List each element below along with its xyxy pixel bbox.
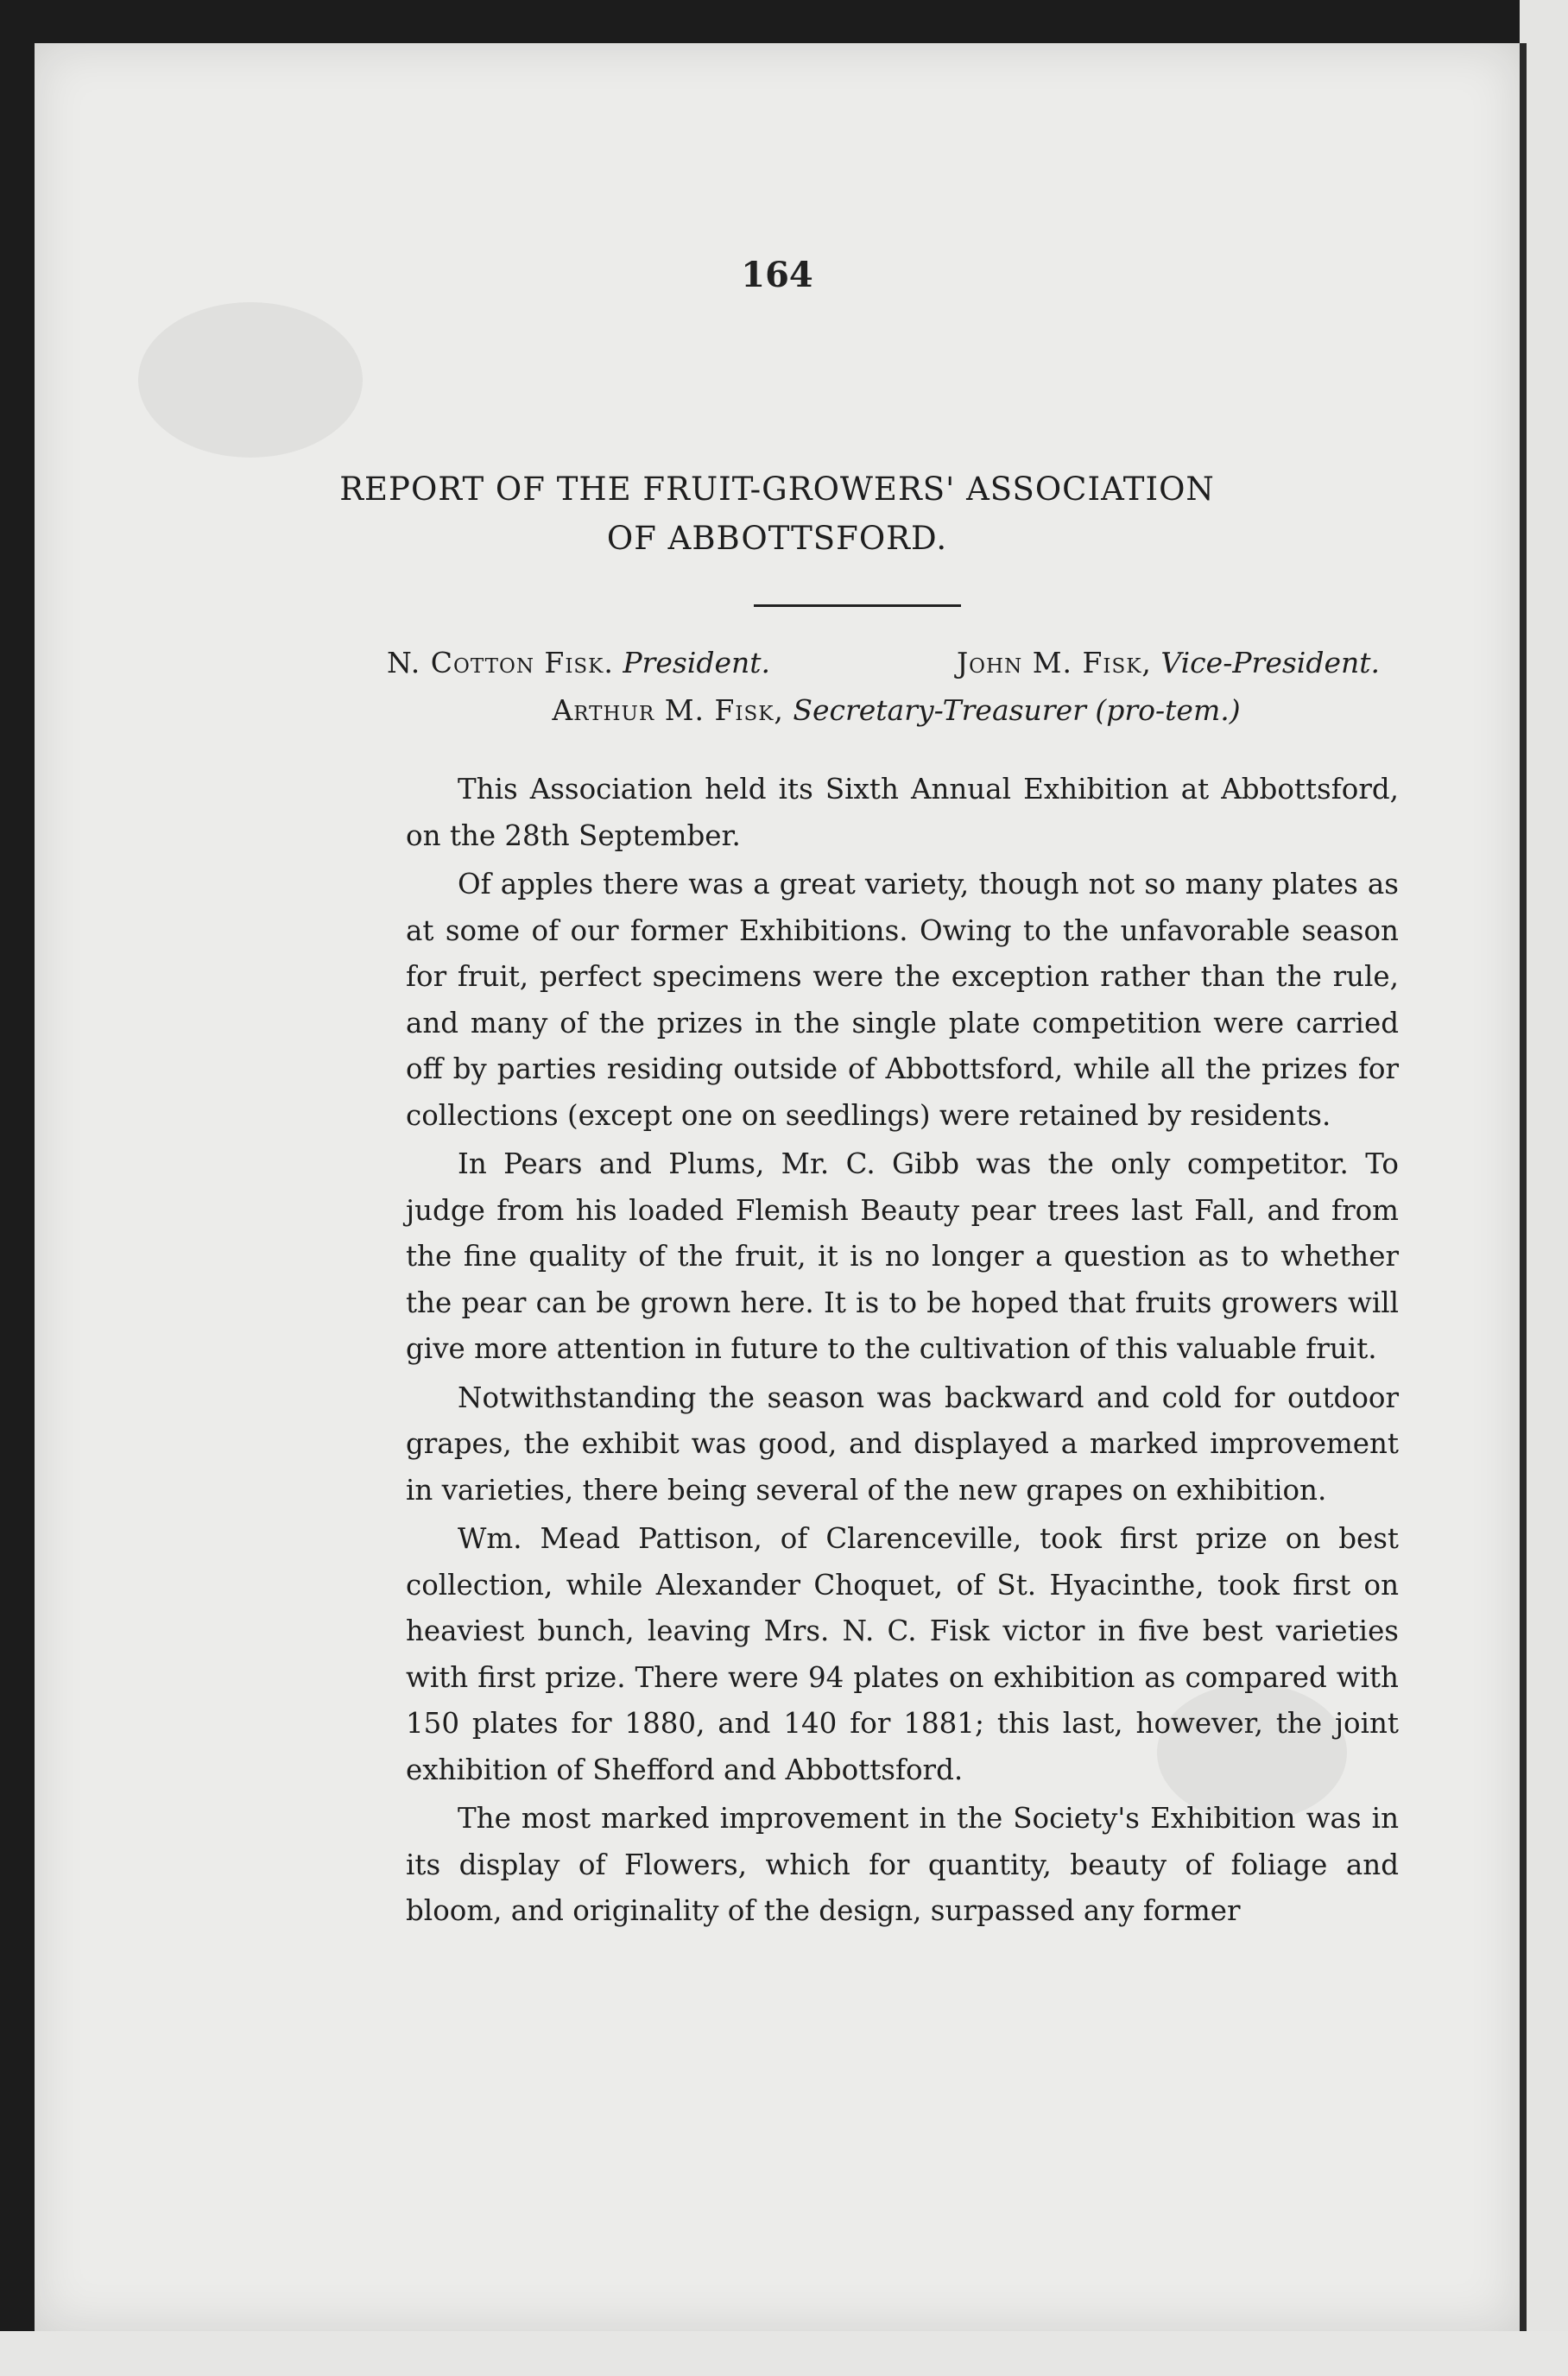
president-name: N. Cotton Fisk. <box>387 646 614 679</box>
vice-president-entry <box>957 639 1380 686</box>
vice-president-name: John M. Fisk, <box>956 646 1152 679</box>
vice-president-role: Vice-President. <box>1160 646 1380 679</box>
secretary-name: Arthur M. Fisk, <box>552 693 784 727</box>
paragraph: This Association held its Sixth Annual Exhibition at Abbottsford, on the 28th September. <box>406 773 1399 852</box>
bottom-margin-strip <box>0 2331 1568 2376</box>
title-divider <box>754 604 961 607</box>
title-line-1: REPORT OF THE FRUIT-GROWERS' ASSOCIATION <box>339 471 1215 508</box>
report-title <box>35 464 1520 563</box>
officers-list <box>387 639 1380 734</box>
paragraph: Wm. Mead Pattison, of Clarenceville, took first prize on best collection, while Alexander Choquet, of St. Hyacinthe, took first on heaviest bunch, leaving Mrs. N. C. Fisk victor in five best varieties with first prize. There were 94 plates on exhibition as compared with 150 plates for 1880, and 140 for 1881; this last, however, the joint exhibition of Shefford and Abbottsford. <box>406 1522 1399 1786</box>
president-entry <box>387 639 770 686</box>
officers-line-2 <box>387 686 1380 734</box>
paragraph: The most marked improvement in the Society's Exhibition was in its display of Flowers, which for quantity, beauty of foliage and bloom, and originality of the design, surpassed any former <box>406 1802 1399 1927</box>
paragraph: Of apples there was a great variety, though not so many plates as at some of our former Exhibitions. Owing to the unfavorable season for fruit, perfect specimens were the exception rather than the rule, and many of the prizes in the single plate competition were carried off by parties residing outside of Abbottsford, while all the prizes for collections (except one on seedlings) were retained by residents. <box>406 868 1399 1132</box>
president-role: President. <box>623 646 770 679</box>
title-line-2: OF ABBOTTSFORD. <box>606 520 948 557</box>
officers-line-1 <box>387 639 1380 686</box>
page-number: 164 <box>741 255 813 295</box>
document-page <box>35 43 1520 2331</box>
report-body <box>406 767 1399 1937</box>
paragraph: In Pears and Plums, Mr. C. Gibb was the only competitor. To judge from his loaded Flemish Beauty pear trees last Fall, and from the fine quality of the fruit, it is no longer a question as to whether the pear can be grown here. It is to be hoped that fruits growers will give more attention in future to the cultivation of this valuable fruit. <box>406 1147 1399 1365</box>
adjacent-page-edge <box>1520 0 1568 2376</box>
paper-stain <box>138 302 363 458</box>
secretary-role: Secretary-Treasurer (pro-tem.) <box>793 693 1241 727</box>
paragraph: Notwithstanding the season was backward and cold for outdoor grapes, the exhibit was good, and displayed a marked improvement in varieties, there being several of the new grapes on exhibition. <box>406 1381 1399 1507</box>
